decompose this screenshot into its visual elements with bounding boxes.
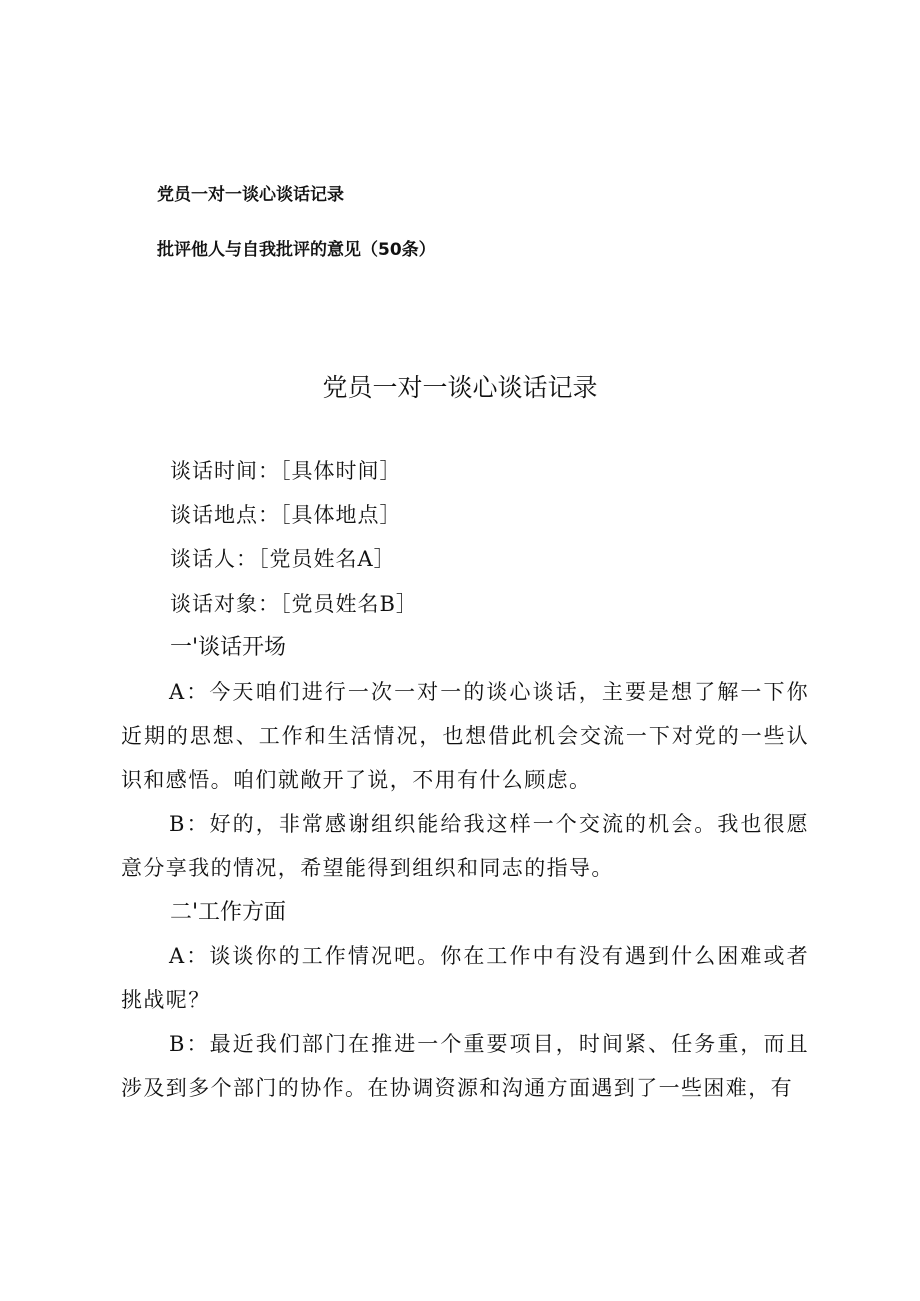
section-heading-opening: 一'谈话开场 <box>170 635 287 660</box>
paragraph-work-a: A：谈谈你的工作情况吧。你在工作中有没有遇到什么困难或者挑战呢？ <box>121 944 809 1012</box>
paragraph-opening-a: A：今天咱们进行一次一对一的谈心谈话，主要是想了解一下你近期的思想、工作和生活情况，也想借此机会交流一下对党的一些认识和感悟。咱们就敞开了说，不用有什么顾虑。 <box>121 680 809 792</box>
section-heading-work: 二'工作方面 <box>170 900 287 925</box>
meta-talk-speaker: 谈话人：［党员姓名A］ <box>170 547 396 571</box>
paragraph-opening-b: B：好的，非常感谢组织能给我这样一个交流的机会。我也很愿意分享我的情况，希望能得到组织和同志的指导。 <box>121 812 809 880</box>
meta-talk-time: 谈话时间：［具体时间］ <box>170 459 402 483</box>
meta-talk-place: 谈话地点：［具体地点］ <box>170 503 402 527</box>
toc-item-talk-record[interactable]: 党员一对一谈心谈话记录 <box>157 185 344 205</box>
document-title: 党员一对一谈心谈话记录 <box>322 373 598 402</box>
paragraph-work-b: B：最近我们部门在推进一个重要项目，时间紧、任务重，而且涉及到多个部门的协作。在协调资源和沟通方面遇到了一些困难，有 <box>121 1032 809 1100</box>
toc-item-criticism-opinions[interactable]: 批评他人与自我批评的意见（50条） <box>157 240 436 260</box>
meta-talk-target: 谈话对象：［党员姓名B］ <box>170 592 418 616</box>
